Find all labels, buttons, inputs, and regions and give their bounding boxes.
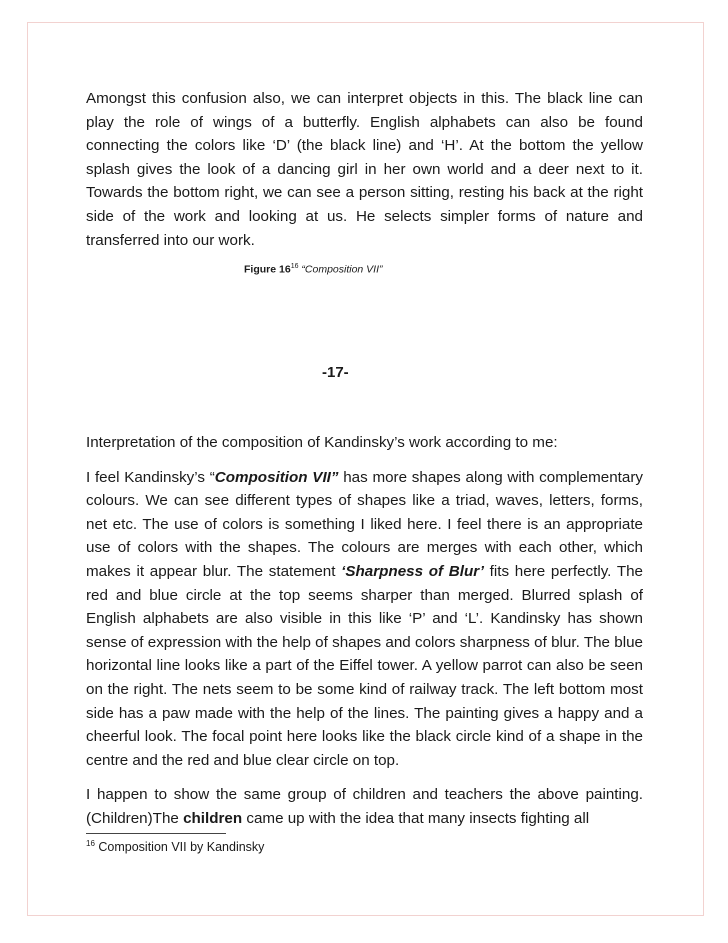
paragraph2-part3: fits here perfectly. The red and blue circle at the top seems sharper than merged. Blurred splash of English alphabets are also visible in this like ‘P’ and ‘L’. Kandinsky has shown sense of expression with the help of shapes and colors sharpness of blur. The blue horizontal line looks like a part of the Eiffel tower. A yellow parrot can also be seen on the right. The nets seem to be some kind of railway track. The left bottom most side has a paw made with the help of the lines. The painting gives a happy and a cheerful look. The focal point here looks like the black circle kind of a shape in the centre and the red and blue clear circle on top. [86, 562, 643, 769]
body-text-top [86, 87, 643, 252]
paragraph2-part1: I feel Kandinsky’s “ [86, 468, 215, 486]
paragraph2-part2: has more shapes along with complementary colours. We can see different types of shapes like a triad, waves, letters, forms, net etc. The use of colors is something I liked here. I feel there is an appropriate use of colors with the shapes. The colours are merges with each other, which makes it appear blur. The statement [86, 468, 643, 580]
paragraph-composition-analysis [86, 466, 643, 773]
paragraph-children-response [86, 783, 643, 830]
section-heading: Interpretation of the composition of Kandinsky’s work according to me: [86, 434, 558, 451]
footnote-number: 16 [86, 839, 95, 848]
footnote [86, 839, 264, 854]
figure-footnote-ref: 16 [290, 263, 299, 270]
figure-title: “Composition VII” [301, 263, 383, 276]
paragraph-butterfly-interpretation: Amongst this confusion also, we can interpret objects in this. The black line can play the role of wings of a butterfly. English alphabets can also be found connecting the colors like ‘D’ (the black line) and ‘H’. At the bottom the yellow splash gives the look of a dancing girl in her own world and a deer next to it. Towards the bottom right, we can see a person sitting, resting his back at the right side of the work and looking at us. He selects simpler forms of nature and transferred into our work. [86, 90, 643, 249]
page-number: -17- [322, 364, 349, 381]
emphasis-sharpness-of-blur: ‘Sharpness of Blur’ [341, 562, 484, 580]
figure-caption [244, 263, 383, 276]
emphasis-composition-vii: Composition VII” [214, 468, 339, 486]
emphasis-children: children [183, 809, 243, 827]
body-text-bottom [86, 431, 643, 831]
paragraph3-part2: came up with the idea that many insects fighting all [242, 809, 590, 827]
paragraph3-part1: I happen to show the same group of children and teachers the above painting. (Children)The [86, 786, 643, 827]
footnote-text: Composition VII by Kandinsky [94, 840, 265, 855]
footnote-separator [86, 833, 226, 834]
figure-label: Figure 16 [244, 263, 291, 276]
